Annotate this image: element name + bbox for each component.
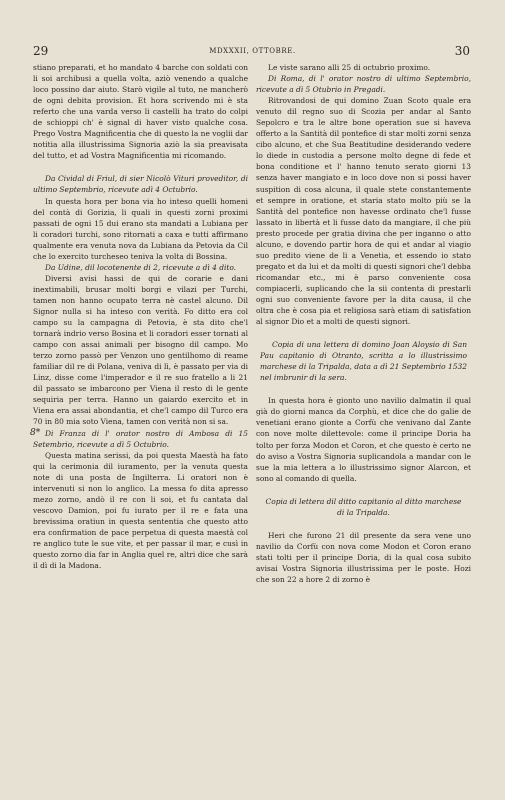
letter-heading xyxy=(30,427,248,450)
paragraph: Heri che furono 21 dil presente da sera vene uno navilio da Corfù con nova come Modon et Coron erano stati tolti per il principe Doria, di la qual cosa subito avisai Vostra Signoria illustrissima per le poste. Hozi che son 22 a hore 2 di zorno è xyxy=(256,530,471,584)
paragraph: stiano preparati, et ho mandato 4 barche con soldati con li soi archibusi a quella volta, aziò venendo a qualche loco possino dar aiuto. Starò vigile al tuto, ne mancherò de ogni debita provision. Et hora scrivendo mi è sta referto che una varda verso li castelli ha trato do colpi de schioppi ch' è signal di haver visto qualche cosa. Prego Vostra Magnificentia che di questo la ne voglii dar notitia alla illustrissima Signoria aziò la sia preavisata del tutto, et ad Vostra Magnificentia mi ricomando. xyxy=(33,63,248,161)
header-title: MDXXXII, OTTOBRE. xyxy=(209,47,296,55)
page-number-right: 30 xyxy=(454,44,470,58)
paragraph: Diversi avisi hassi de qui de corarie e dani inextimabili, brusar molti borgi e vilazi per Turchi, tamen non hanno ocupato terra nè castel alcuno. Dil Signor nulla si ha inteso con verità. Fo ditto era col campo su la campagna di Petovia, è sta dito che'l tornarà indrio verso Bosina et li coradori esser tornati al campo con assai animali per bisogno dil campo. Mo terzo zorno passò per Venzon uno gentilhomo di reame familiar dil re di Polana, veniva di lì, è passato per via di Linz, disse come l'imperador e il re suo fratello a li 21 dil passato se imbarcono per Viena il resto di le gente sequiria per terra. Hanno un gaiardo exercito et in Viena era assai abondantia, et che'l campo dil Turco era 70 in 80 mia soto Viena, tamen con verità non si sa. xyxy=(33,273,248,427)
letter-heading: Da Cividal di Friul, di sier Nicolò Vituri proveditor, di ultimo Septembrio, ricevute adì 4 Octubrio. xyxy=(33,174,248,195)
letter-heading: Di Roma, di l' orator nostro di ultimo Septembrio, ricevute a dì 5 Otubrio in Pregadi. xyxy=(256,74,471,95)
letter-heading: Da Udine, dil locotenente di 2, ricevute a dì 4 dito. xyxy=(45,262,237,272)
letter-heading: Copia di una lettera di domino Joan Aloysio di San Pau capitanio di Otranto, scritta a lo illustrissimo marchese di la Tripalda, data a dì 21 Septembrio 1532 nel imbrunir di la sera. xyxy=(260,340,467,383)
letter-heading: Copia di lettera dil ditto capitanio al ditto marchese di la Tripalda. xyxy=(265,496,462,517)
right-column xyxy=(256,62,471,585)
paragraph: Le viste sarano alli 25 di octubrio proximo. xyxy=(268,63,431,72)
page-number-left: 29 xyxy=(33,44,49,58)
paragraph: Questa matina serissi, da poi questa Maestà ha fato qui la cerimonia dil iuramento, per la venuta questa note di una posta de Ingilterra. Li oratori non è intervenuti si non lo anglico. La messa fo dita apresso mezo zorno, andò il re con li soi, et fu cantata dal vescovo Damion, poi fu iurato per il re e fata una brevissima oratiun in questa sententia che questo atto era confirmation de pace perpetua di questa maestà col re anglico tute le sue vite, et per passar il mar, e cusì in questo zorno dia far in Anglia quel re, altri dice che sarà il dì di la Madona. xyxy=(33,450,248,571)
margin-note: 8* xyxy=(30,427,41,438)
paragraph: Ritrovandosi de qui domino Zuan Scoto quale era venuto dil regno suo di Scozia per andar al Santo Sepolcro e tra le altre bone operation sue si haveva offerto a la Santità dil pontefice di star molti zorni senza cibo alcuno, et che Sua Beatitudine desiderando vedere lo diede in custodia a persone molto degne di fede et bona conditione et l' hanno tenuto serato giorni 13 senza haver mangiato e in loco dove non si possi haver suspition di cosa alcuna, il quale stete constantemente et sempre in oratione, et staria stato molto più se la Santità del pontefice non havesse ordinato che'l fusse lassato in libertà et li fusse dato da mangiare, il che più presto procede per gratia divina che per inganno o atto alcuno, e dovendo partir hora de qui et andar al viagio suo predito viene de li a Venetia, et essendo io stato pregato et da lui et da molti di questi signori che'l debba ricomandar etc., mi è parso conveniente cosa compiacerli, suplicando che la sii contenta di prestarli ogni suo conveniente favore per la dita causa, il che oltra che è cosa pia et religiosa sarà etiam di satisfation al signor Dio et a molti de questi signori. xyxy=(256,96,471,327)
left-column xyxy=(30,62,248,571)
letter-heading-text: Di Franza di l' orator nostro di Ambosa di 15 Setembrio, ricevute a dì 5 Octubrio. xyxy=(33,428,248,449)
paragraph: In questa hora per bona via ho inteso quelli homeni del contà di Gorizia, li quali in questi zorni proximi passati de ogni 15 dui erano sta mandati a Lubiana per li coradori turchi, sono ritornati a caxa e tutti affirmano qualmente era venuta nova da Lubiana da Petovia da Cil che lo exercito turcheseo teniva la volta di Bossina. xyxy=(33,196,248,261)
paragraph: In questa hora è gionto uno navilio dalmatin il qual già do giorni manca da Corphù, et dice che do galie de venetiani erano gionte a Corfù che venivano dal Zante con nove molte dilettevole: come il principe Doria ha tolto per forza Modon et Coron, et che questo è certo ne do aviso a Vostra Signoria suplicandola a mandar con le sue la mia lettera a lo illustrissimo signor Alarcon, et sono al comando di quella. xyxy=(256,396,471,483)
running-header xyxy=(0,44,505,58)
